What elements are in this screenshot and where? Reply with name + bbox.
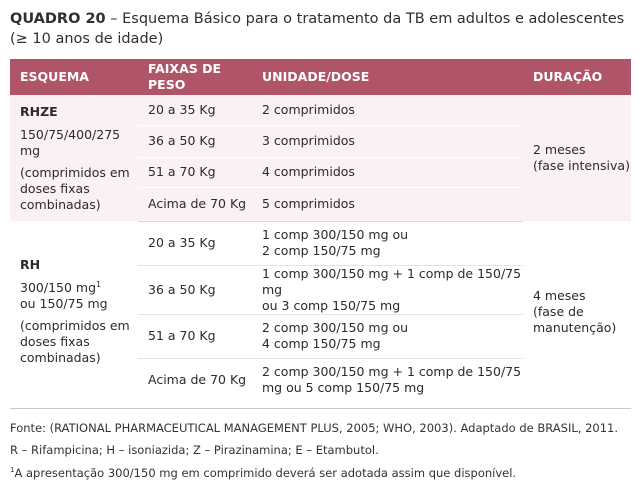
scheme-name: RHZE	[20, 103, 58, 119]
header-faixas: FAIXAS DE PESO	[138, 59, 252, 95]
weight-cell: 36 a 50 Kg	[138, 125, 252, 157]
scheme-note: (comprimidos em doses fixas combinadas)	[20, 164, 130, 212]
caption-label: QUADRO 20	[10, 11, 106, 27]
duration-value: 4 meses	[533, 287, 586, 303]
caption-text: – Esquema Básico para o tratamento da TB em adultos e adolescentes (≥ 10 anos de idade)	[10, 11, 625, 47]
weight-cell: 51 a 70 Kg	[138, 314, 252, 358]
duration-value: 2 meses	[533, 142, 586, 157]
scheme-dosage: 150/75/400/275 mg	[20, 126, 121, 158]
duration-cell	[523, 221, 631, 402]
header-esquema: ESQUEMA	[10, 59, 138, 95]
weight-cell: 36 a 50 Kg	[138, 265, 252, 314]
dose-cell	[252, 221, 523, 265]
weight-cell: 20 a 35 Kg	[138, 221, 252, 265]
source-note: Fonte: (RATIONAL PHARMACEUTICAL MANAGEMENT PLUS, 2005; WHO, 2003). Adaptado de BRASIL, 2011.	[10, 421, 618, 435]
dose-cell	[252, 358, 523, 402]
header-unidade: UNIDADE/DOSE	[252, 59, 523, 95]
dose-line: 4 comp 150/75 mg	[262, 336, 381, 351]
scheme-note: (comprimidos em doses fixas combinadas)	[20, 318, 130, 365]
dose-cell: 2 comprimidos	[252, 95, 523, 125]
duration-note: (fase intensiva)	[533, 158, 630, 173]
scheme-rhze-cell	[10, 95, 138, 221]
dose-cell: 5 comprimidos	[252, 187, 523, 221]
table-bottom-divider	[10, 408, 631, 409]
dose-line: ou 3 comp 150/75 mg	[262, 297, 401, 313]
scheme-dosage-b: ou 150/75 mg	[20, 296, 108, 311]
dose-cell: 3 comprimidos	[252, 125, 523, 157]
treatment-table	[10, 59, 631, 402]
dose-line: 2 comp 300/150 mg ou	[262, 320, 409, 335]
scheme-rh-cell	[10, 221, 138, 402]
dose-cell	[252, 314, 523, 358]
weight-cell: 20 a 35 Kg	[138, 95, 252, 125]
footnote-marker: 1	[10, 466, 15, 475]
dose-line: mg ou 5 comp 150/75 mg	[262, 380, 425, 396]
scheme-dosage	[20, 280, 138, 296]
table-row	[10, 221, 631, 265]
dose-line: 2 comp 150/75 mg	[262, 243, 381, 258]
dose-line: 1 comp 300/150 mg + 1 comp de 150/75 mg	[262, 265, 522, 297]
dose-cell: 4 comprimidos	[252, 157, 523, 187]
duration-cell	[523, 95, 631, 221]
abbreviation-legend: R – Rifampicina; H – isoniazida; Z – Pirazinamina; E – Etambutol.	[10, 443, 379, 457]
dose-line: 1 comp 300/150 mg ou	[262, 227, 409, 242]
weight-cell: 51 a 70 Kg	[138, 157, 252, 187]
table-caption	[10, 9, 635, 49]
dose-cell	[252, 265, 523, 314]
table-row	[10, 95, 631, 125]
footnote-text: A apresentação 300/150 mg em comprimido deverá ser adotada assim que disponível.	[14, 466, 517, 480]
scheme-name: RH	[20, 257, 41, 272]
footnote-marker: 1	[96, 279, 102, 289]
scheme-dosage-a: 300/150 mg	[20, 280, 97, 295]
footnote	[10, 466, 635, 480]
weight-cell: Acima de 70 Kg	[138, 187, 252, 221]
table-header-row	[10, 59, 631, 95]
header-duracao: DURAÇÃO	[523, 59, 631, 95]
dose-line: 2 comp 300/150 mg + 1 comp de 150/75	[262, 364, 522, 380]
duration-note: (fase de manutenção)	[533, 303, 617, 335]
weight-cell: Acima de 70 Kg	[138, 358, 252, 402]
